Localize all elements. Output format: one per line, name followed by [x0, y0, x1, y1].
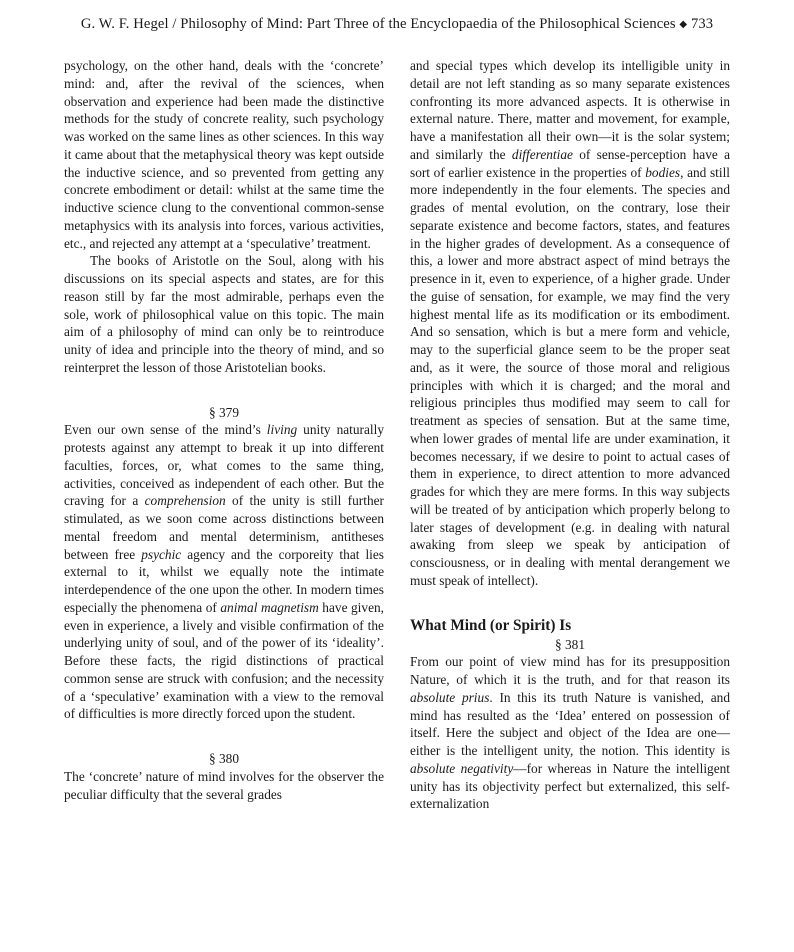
header-separator: /	[168, 16, 181, 32]
left-column	[64, 57, 384, 803]
header-author: G. W. F. Hegel	[80, 16, 169, 32]
diamond-ornament-icon: ◆	[679, 19, 688, 30]
section-380-title: § 380	[208, 751, 240, 766]
running-header	[0, 14, 794, 35]
section-381-title: § 381	[554, 636, 586, 652]
section-379-title: § 379	[208, 404, 240, 420]
right-column	[410, 57, 730, 813]
section-381-text: From our point of view mind has for its presupposition Nature, of which it is the truth, and for that reason its absolute prius. In this its truth Nature is vanished, and mind has resulted as the ‘Idea’ entered on possession of itself. Here the subject and object of the Idea are one—either is the intelligent unity, the notion. This identity is absolute negativity—for whereas in Nature the intelligent unity has its objectivity perfect but externalized, this self-externalization	[410, 654, 730, 812]
chapter-title: What Mind (or Spirit) Is	[410, 616, 572, 634]
section-380-text: The ‘concrete’ nature of mind involves for the observer the peculiar difficulty that the several grades	[64, 768, 384, 802]
section-379-text: Even our own sense of the mind’s living unity naturally protests against any attempt to break it up into different faculties, forces, or, what comes to the same thing, activities, conceived as independent of each other. But the craving for a comprehension of the unity is still further stimulated, as we soon come across distinctions between mental freedom and mental determinism, antitheses between free psychic agency and the corporeity that lies external to it, whilst we equally note the intimate interdependence of the one upon the other. In modern times especially the phenomena of animal magnetism have given, even in experience, a lively and visible confirmation of the underlying unity of soul, and of the power of its ‘ideality’. Before these facts, the rigid distinctions of practical common sense are struck with confusion; and the necessity of a ‘speculative’ examination with a view to the removal of difficulties is more directly forced upon the student.	[64, 422, 385, 722]
paragraph-grades: and special types which develop its intelligible unity in detail are not left standing as so many separate existences confronting its more advanced aspects. It is otherwise in external nature. There, matter and movement, for example, have a manifestation all their own—it is the solar system; and similarly the differentiae of sense-perception have a sort of earlier existence in the properties of bodies, and still more independently in the four elements. The species and grades of mental evolution, on the contrary, lose their separate existence and become factors, states, and features in the higher grades of development. As a consequence of this, a lower and more abstract aspect of mind betrays the presence in it, even to experience, of a higher grade. Under the guise of sensation, for example, we may find the very highest mental life as its modification or its embodiment. And so sensation, which is but a mere form and vehicle, may to the superficial glance seem to be the proper seat and, as it were, the source of those moral and religious principles with which it is charged; and the moral and religious principles thus modified may seem to call for treatment as species of sensation. But at the same time, when lower grades of mental life are under examination, it becomes necessary, if we desire to point to actual cases of them in experience, to direct attention to more advanced grades for which they are mere forms. In this way subjects will be treated of by anticipation which properly belong to later stages of development (e.g. in dealing with natural awaking from sleep we speak by anticipation of consciousness, or in dealing with mental derangement we must speak of intellect).	[410, 58, 731, 588]
paragraph-aristotle: The books of Aristotle on the Soul, along with his discussions on its special aspects and states, are for this reason still by far the most admirable, perhaps even the sole, work of philosophical value on this topic. The main aim of a philosophy of mind can only be to reintroduce unity of idea and principle into the theory of mind, and so reinterpret the lesson of those Aristotelian books.	[64, 253, 384, 375]
paragraph-psychology: psychology, on the other hand, deals with the ‘concrete’ mind: and, after the revival of the sciences, when observation and experience had been made the distinctive methods for the study of concrete reality, such psychology was worked on the same lines as other sciences. In this way it came about that the metaphysical theory was kept outside the inductive science, and so prevented from getting any concrete embodiment or detail: whilst at the same time the inductive science clung to the conventional common-sense metaphysics with its analysis into forces, various activities, etc., and rejected any attempt at a ‘speculative’ treatment.	[64, 58, 384, 251]
page-number: 733	[690, 16, 714, 32]
header-title: Philosophy of Mind: Part Three of the Encyclopaedia of the Philosophical Sciences	[180, 16, 676, 32]
